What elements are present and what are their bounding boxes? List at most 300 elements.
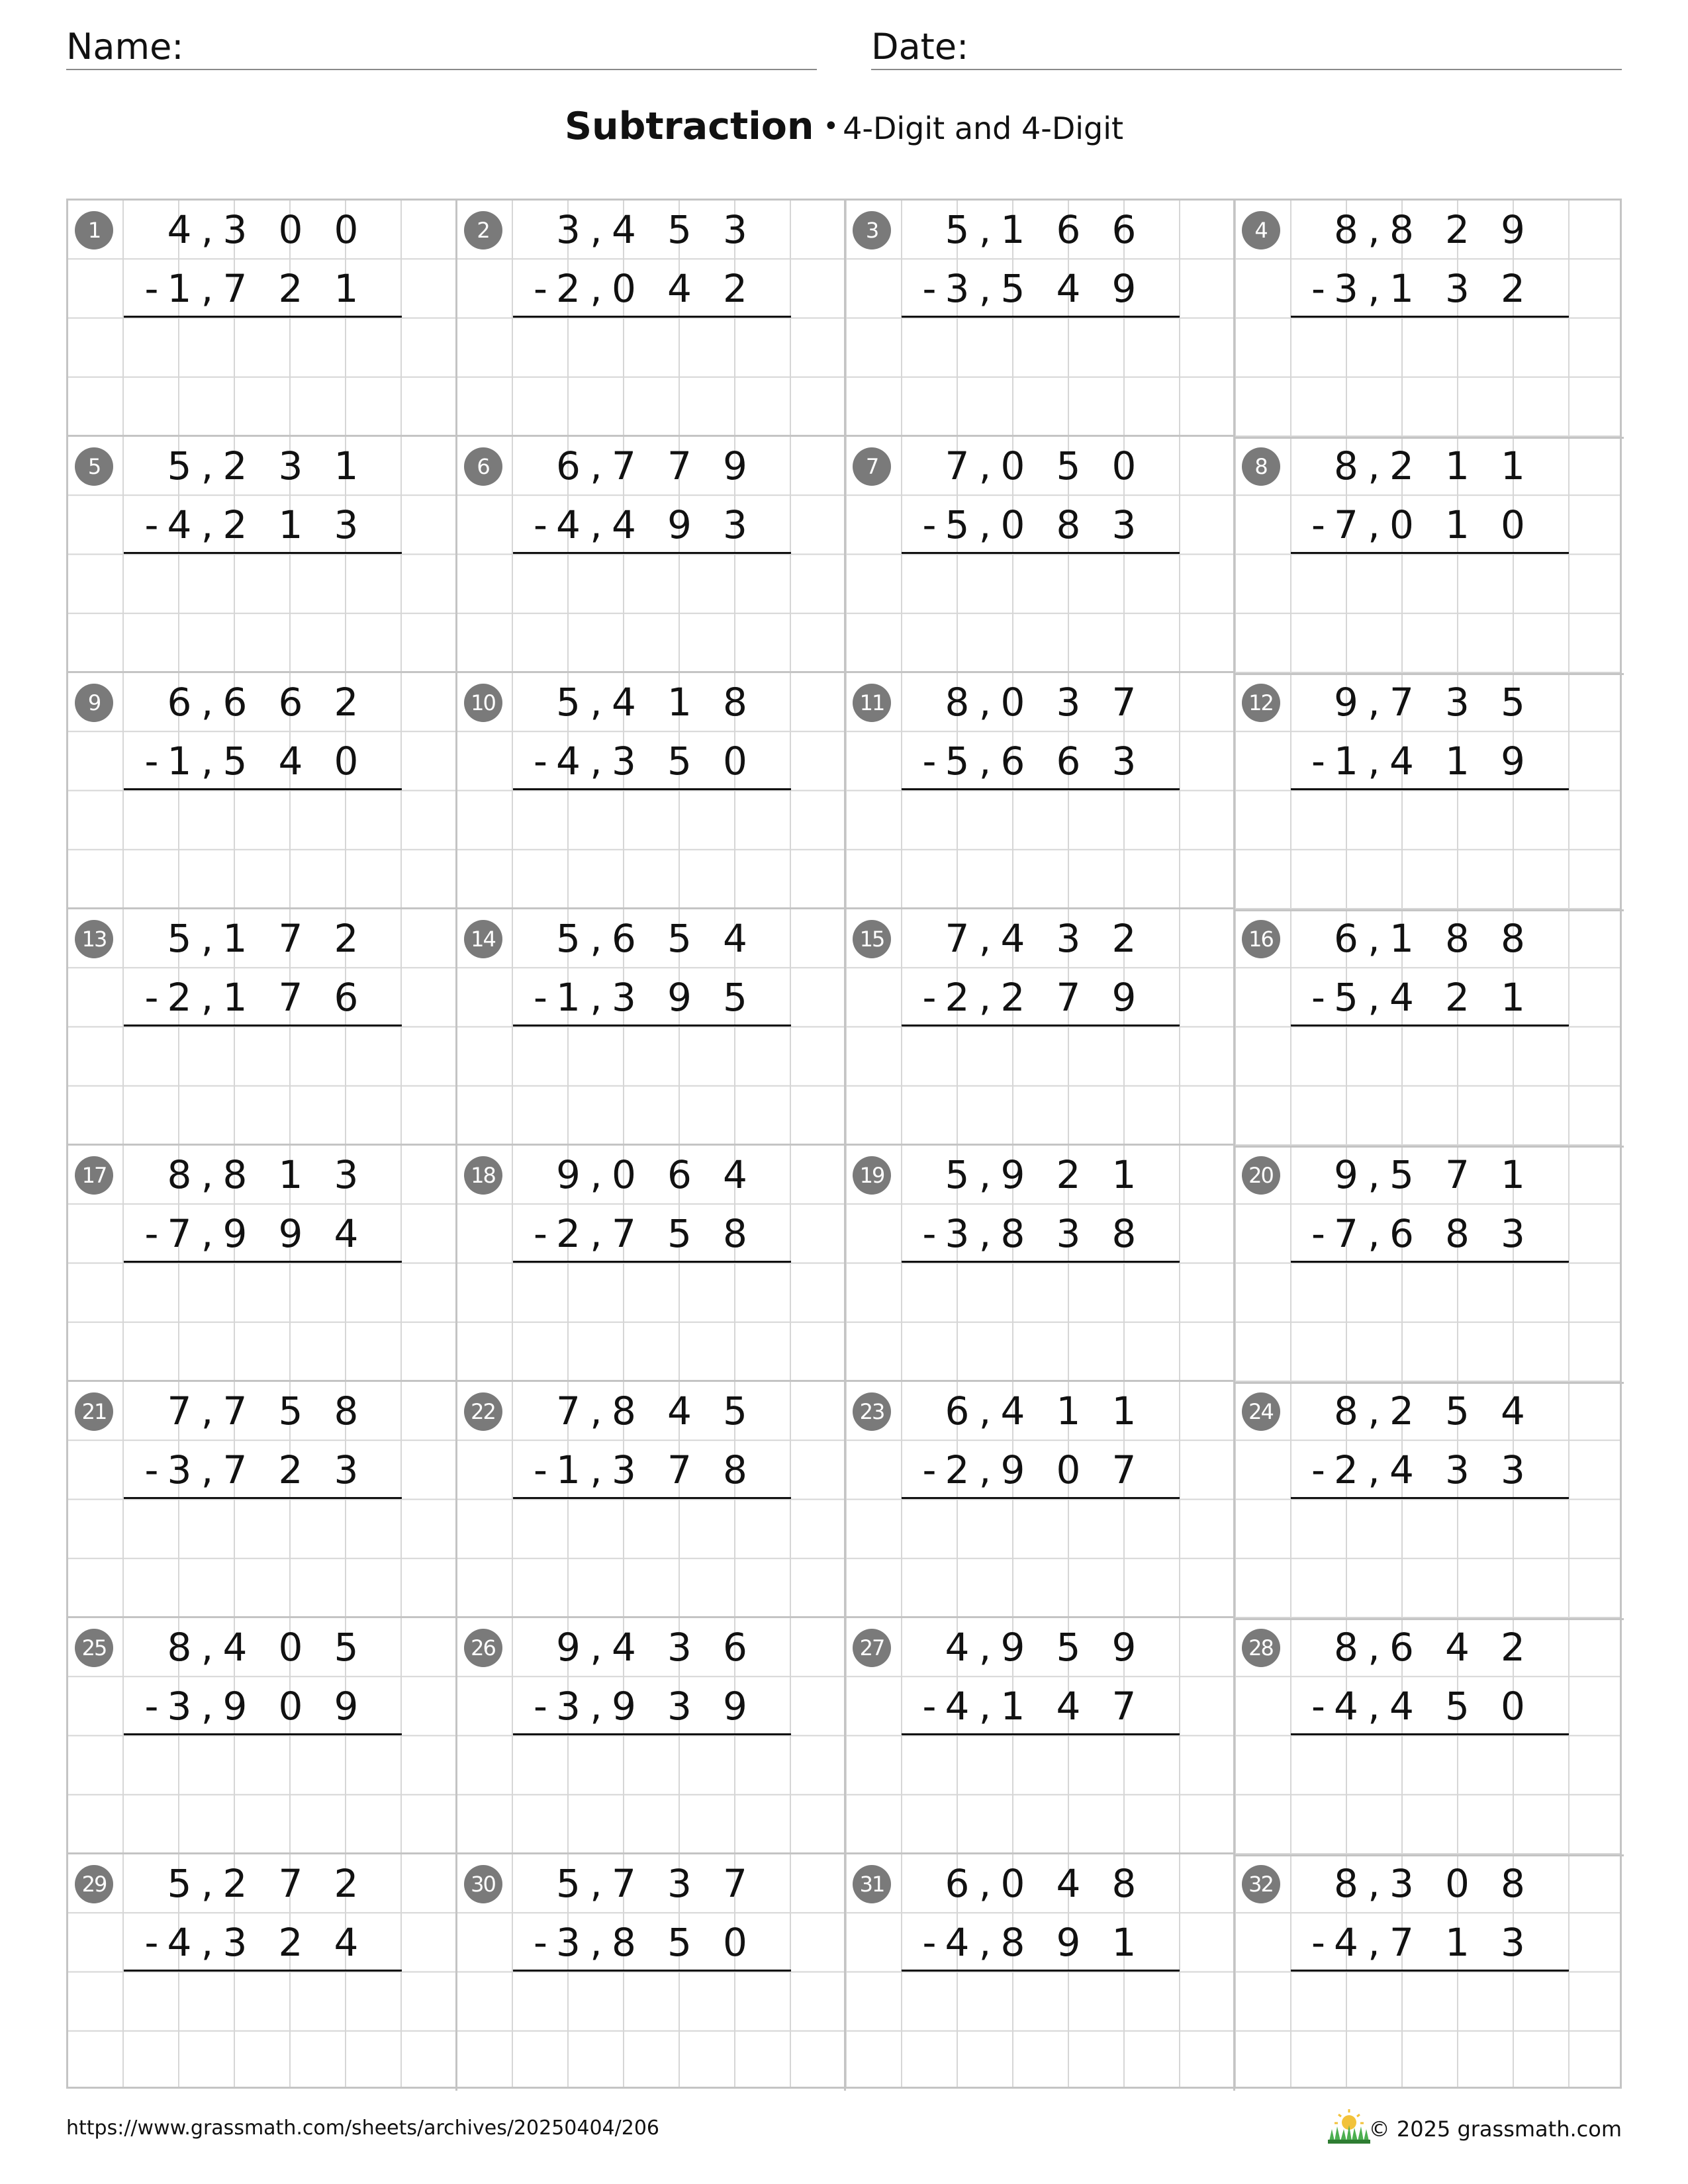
answer-rule <box>124 1970 402 1972</box>
digit: 7 <box>278 916 303 961</box>
date-field[interactable] <box>871 25 1622 70</box>
digit: 5 <box>723 1388 747 1433</box>
digit: 8 <box>612 1388 636 1433</box>
digit: 1 <box>556 975 581 1020</box>
answer-rule <box>513 1261 791 1263</box>
digit: 4 <box>1445 1625 1470 1670</box>
minus-sign: - <box>1311 1920 1325 1965</box>
digit: 4 <box>1389 975 1414 1020</box>
minus-sign: - <box>534 1211 547 1256</box>
digit: 0 <box>1501 502 1525 547</box>
digit: 2 <box>1389 443 1414 488</box>
digit: 9 <box>556 1152 581 1197</box>
minuend <box>124 201 402 259</box>
digit: 4 <box>1000 1388 1025 1433</box>
digit: 2 <box>222 1861 248 1906</box>
thousands-separator: , <box>1368 207 1380 252</box>
problem-number-badge: 18 <box>464 1156 502 1195</box>
digit: 0 <box>1389 502 1414 547</box>
digit: 8 <box>1000 1920 1025 1965</box>
digit: 0 <box>278 1625 303 1670</box>
answer-rule <box>513 316 791 318</box>
minuend <box>902 1854 1180 1913</box>
subtrahend <box>1291 1205 1569 1263</box>
digit: 2 <box>556 1211 581 1256</box>
thousands-separator: , <box>1368 1920 1380 1965</box>
digit: 7 <box>945 443 970 488</box>
digit: 1 <box>1501 443 1525 488</box>
name-field[interactable] <box>66 25 817 70</box>
digit: 2 <box>334 680 359 725</box>
digit: 8 <box>1000 1211 1025 1256</box>
digit: 2 <box>1445 975 1470 1020</box>
subtrahend <box>513 1913 791 1972</box>
thousands-separator: , <box>1368 1447 1380 1492</box>
thousands-separator: , <box>590 266 602 311</box>
minuend <box>1291 1146 1569 1205</box>
digit: 3 <box>334 502 359 547</box>
problem-number-badge: 11 <box>853 684 891 722</box>
digit: 2 <box>723 266 747 311</box>
minuend <box>902 1618 1180 1677</box>
digit: 4 <box>1389 739 1414 784</box>
digit: 1 <box>222 916 248 961</box>
digit: 1 <box>1000 207 1025 252</box>
digit: 4 <box>612 1625 636 1670</box>
digit: 2 <box>222 502 248 547</box>
digit: 3 <box>167 1684 192 1729</box>
date-label: Date: <box>871 26 969 68</box>
digit: 5 <box>1445 1684 1470 1729</box>
problem-10 <box>457 673 847 909</box>
problem-27 <box>846 1618 1235 1854</box>
digit: 2 <box>1111 916 1137 961</box>
digit: 8 <box>1056 502 1081 547</box>
problem-13 <box>68 909 457 1146</box>
problem-9 <box>68 673 457 909</box>
digit: 3 <box>1501 1920 1525 1965</box>
digit: 5 <box>556 680 581 725</box>
digit: 9 <box>334 1684 359 1729</box>
problem-number-badge: 21 <box>75 1392 113 1431</box>
answer-rule <box>124 1024 402 1026</box>
thousands-separator: , <box>201 975 214 1020</box>
digit: 5 <box>667 739 692 784</box>
digit: 6 <box>612 916 636 961</box>
digit: 1 <box>167 739 192 784</box>
digit: 0 <box>1445 1861 1470 1906</box>
digit: 1 <box>278 502 303 547</box>
digit: 8 <box>723 680 747 725</box>
problem-5 <box>68 437 457 673</box>
minuend <box>513 201 791 259</box>
thousands-separator: , <box>590 1447 602 1492</box>
minus-sign: - <box>534 1920 547 1965</box>
subtrahend <box>902 1913 1180 1972</box>
minus-sign: - <box>922 1684 937 1729</box>
problem-number-badge: 7 <box>853 447 891 486</box>
digit: 2 <box>945 1447 970 1492</box>
problem-31 <box>846 1854 1235 2091</box>
digit: 6 <box>723 1625 747 1670</box>
digit: 5 <box>1389 1152 1414 1197</box>
problem-number-badge: 29 <box>75 1865 113 1903</box>
digit: 7 <box>612 1861 636 1906</box>
answer-rule <box>1291 1024 1569 1026</box>
digit: 4 <box>1389 1684 1414 1729</box>
problem-12 <box>1235 673 1624 911</box>
subtrahend <box>1291 1441 1569 1500</box>
minuend <box>513 673 791 732</box>
digit: 9 <box>1056 1920 1081 1965</box>
digit: 4 <box>945 1920 970 1965</box>
minus-sign: - <box>922 1920 937 1965</box>
thousands-separator: , <box>978 1684 992 1729</box>
digit: 4 <box>612 207 636 252</box>
thousands-separator: , <box>590 1861 602 1906</box>
digit: 6 <box>945 1861 970 1906</box>
problem-number-badge: 23 <box>853 1392 891 1431</box>
problem-number-badge: 10 <box>464 684 502 722</box>
digit: 9 <box>723 443 747 488</box>
problem-18 <box>457 1146 847 1382</box>
digit: 2 <box>556 266 581 311</box>
problem-32 <box>1235 1854 1624 2091</box>
digit: 6 <box>945 1388 970 1433</box>
digit: 1 <box>1334 739 1358 784</box>
digit: 3 <box>667 1861 692 1906</box>
thousands-separator: , <box>201 739 214 784</box>
digit: 1 <box>334 443 359 488</box>
digit: 5 <box>667 1920 692 1965</box>
digit: 9 <box>1334 1152 1358 1197</box>
digit: 7 <box>612 1211 636 1256</box>
minus-sign: - <box>922 975 937 1020</box>
digit: 3 <box>723 502 747 547</box>
thousands-separator: , <box>1368 1684 1380 1729</box>
digit: 3 <box>556 1920 581 1965</box>
title-main: Subtraction <box>564 105 814 148</box>
digit: 9 <box>1111 975 1137 1020</box>
problem-number-badge: 3 <box>853 211 891 250</box>
digit: 0 <box>334 739 359 784</box>
thousands-separator: , <box>590 1684 602 1729</box>
digit: 8 <box>612 1920 636 1965</box>
minuend <box>1291 909 1569 968</box>
digit: 1 <box>1445 1920 1470 1965</box>
digit: 3 <box>334 1447 359 1492</box>
subtrahend <box>902 259 1180 318</box>
problem-6 <box>457 437 847 673</box>
answer-rule <box>902 316 1180 318</box>
digit: 4 <box>278 739 303 784</box>
thousands-separator: , <box>590 680 602 725</box>
answer-rule <box>902 788 1180 790</box>
subtrahend <box>124 968 402 1027</box>
digit: 4 <box>612 502 636 547</box>
digit: 3 <box>278 443 303 488</box>
minus-sign: - <box>144 266 159 311</box>
thousands-separator: , <box>1368 739 1380 784</box>
minuend <box>124 673 402 732</box>
subtrahend <box>124 732 402 791</box>
digit: 0 <box>1000 1861 1025 1906</box>
problem-number-badge: 13 <box>75 920 113 958</box>
problem-number-badge: 9 <box>75 684 113 722</box>
answer-rule <box>1291 316 1569 318</box>
digit: 8 <box>1445 916 1470 961</box>
minuend <box>513 1146 791 1205</box>
digit: 7 <box>222 266 248 311</box>
digit: 4 <box>222 1625 248 1670</box>
digit: 3 <box>667 1684 692 1729</box>
digit: 8 <box>723 1211 747 1256</box>
digit: 5 <box>167 916 192 961</box>
answer-rule <box>124 552 402 554</box>
digit: 4 <box>723 916 747 961</box>
digit: 7 <box>278 1861 303 1906</box>
subtrahend <box>513 1677 791 1736</box>
name-label: Name: <box>66 26 184 68</box>
minus-sign: - <box>922 502 937 547</box>
thousands-separator: , <box>590 975 602 1020</box>
minuend <box>513 437 791 496</box>
digit: 5 <box>945 1152 970 1197</box>
problem-number-badge: 16 <box>1242 920 1280 958</box>
digit: 8 <box>1334 443 1358 488</box>
digit: 7 <box>167 1211 192 1256</box>
problem-number-badge: 2 <box>464 211 502 250</box>
problem-14 <box>457 909 847 1146</box>
answer-rule <box>124 1733 402 1735</box>
answer-rule <box>902 1261 1180 1263</box>
minus-sign: - <box>1311 1447 1325 1492</box>
digit: 9 <box>667 502 692 547</box>
thousands-separator: , <box>978 975 992 1020</box>
minuend <box>124 1854 402 1913</box>
digit: 6 <box>1334 916 1358 961</box>
digit: 9 <box>278 1211 303 1256</box>
digit: 0 <box>334 207 359 252</box>
digit: 4 <box>167 502 192 547</box>
subtrahend <box>1291 496 1569 555</box>
digit: 7 <box>222 1388 248 1433</box>
subtrahend <box>902 732 1180 791</box>
digit: 5 <box>278 1388 303 1433</box>
digit: 5 <box>945 502 970 547</box>
thousands-separator: , <box>201 1152 214 1197</box>
minus-sign: - <box>1311 1211 1325 1256</box>
problem-number-badge: 32 <box>1242 1865 1280 1903</box>
digit: 1 <box>1111 1920 1137 1965</box>
digit: 4 <box>1056 266 1081 311</box>
worksheet-title <box>0 105 1688 148</box>
digit: 1 <box>1111 1152 1137 1197</box>
thousands-separator: , <box>1368 1211 1380 1256</box>
digit: 8 <box>1501 916 1525 961</box>
minuend <box>1291 673 1569 732</box>
problem-number-badge: 12 <box>1242 684 1280 722</box>
minus-sign: - <box>534 975 547 1020</box>
digit: 5 <box>222 739 248 784</box>
answer-rule <box>513 1497 791 1499</box>
digit: 1 <box>1445 739 1470 784</box>
digit: 9 <box>1501 207 1525 252</box>
subtrahend <box>124 1441 402 1500</box>
digit: 5 <box>1056 1625 1081 1670</box>
digit: 3 <box>723 207 747 252</box>
problem-number-badge: 15 <box>853 920 891 958</box>
minuend <box>124 1146 402 1205</box>
digit: 1 <box>556 1447 581 1492</box>
thousands-separator: , <box>978 680 992 725</box>
minuend <box>902 909 1180 968</box>
digit: 8 <box>1111 1861 1137 1906</box>
digit: 3 <box>222 207 248 252</box>
digit: 7 <box>612 443 636 488</box>
answer-rule <box>513 552 791 554</box>
subtrahend <box>902 968 1180 1027</box>
answer-rule <box>513 1024 791 1026</box>
digit: 6 <box>1389 1625 1414 1670</box>
digit: 4 <box>1056 1861 1081 1906</box>
thousands-separator: , <box>978 1625 992 1670</box>
problem-number-badge: 22 <box>464 1392 502 1431</box>
subtrahend <box>513 1441 791 1500</box>
digit: 6 <box>1000 739 1025 784</box>
thousands-separator: , <box>1368 680 1380 725</box>
footer-copyright: © 2025 grassmath.com <box>1368 2116 1622 2142</box>
minus-sign: - <box>144 1920 159 1965</box>
digit: 5 <box>723 975 747 1020</box>
digit: 6 <box>222 680 248 725</box>
thousands-separator: , <box>201 266 214 311</box>
digit: 5 <box>667 916 692 961</box>
subtrahend <box>1291 1913 1569 1972</box>
digit: 3 <box>612 1447 636 1492</box>
title-separator: • <box>823 111 839 142</box>
minus-sign: - <box>922 1447 937 1492</box>
problem-19 <box>846 1146 1235 1382</box>
digit: 7 <box>167 1388 192 1433</box>
digit: 0 <box>723 1920 747 1965</box>
digit: 9 <box>1111 1625 1137 1670</box>
answer-rule <box>124 316 402 318</box>
digit: 8 <box>167 1152 192 1197</box>
digit: 4 <box>1389 1447 1414 1492</box>
thousands-separator: , <box>978 1211 992 1256</box>
digit: 2 <box>334 1861 359 1906</box>
digit: 3 <box>1501 1211 1525 1256</box>
digit: 5 <box>945 739 970 784</box>
digit: 4 <box>945 1684 970 1729</box>
digit: 2 <box>334 916 359 961</box>
digit: 7 <box>1056 975 1081 1020</box>
thousands-separator: , <box>978 502 992 547</box>
digit: 3 <box>1111 502 1137 547</box>
problem-number-badge: 19 <box>853 1156 891 1195</box>
thousands-separator: , <box>1368 1861 1380 1906</box>
digit: 0 <box>1056 1447 1081 1492</box>
digit: 3 <box>1056 1211 1081 1256</box>
minus-sign: - <box>1311 502 1325 547</box>
digit: 1 <box>1501 1152 1525 1197</box>
digit: 3 <box>612 975 636 1020</box>
minuend <box>513 1618 791 1677</box>
subtrahend <box>124 496 402 555</box>
subtrahend <box>124 1913 402 1972</box>
thousands-separator: , <box>978 1152 992 1197</box>
digit: 0 <box>1000 443 1025 488</box>
digit: 2 <box>945 975 970 1020</box>
minuend <box>1291 1618 1569 1677</box>
digit: 3 <box>1501 1447 1525 1492</box>
digit: 3 <box>612 739 636 784</box>
digit: 9 <box>1111 266 1137 311</box>
digit: 5 <box>667 1211 692 1256</box>
thousands-separator: , <box>590 1388 602 1433</box>
minus-sign: - <box>534 502 547 547</box>
thousands-separator: , <box>201 1920 214 1965</box>
subtrahend <box>513 732 791 791</box>
digit: 9 <box>667 975 692 1020</box>
minus-sign: - <box>144 1684 159 1729</box>
problem-2 <box>457 201 847 437</box>
digit: 1 <box>278 1152 303 1197</box>
answer-rule <box>124 788 402 790</box>
digit: 1 <box>1501 975 1525 1020</box>
minus-sign: - <box>922 1211 937 1256</box>
problem-17 <box>68 1146 457 1382</box>
digit: 2 <box>222 443 248 488</box>
problem-4 <box>1235 201 1624 439</box>
digit: 2 <box>1445 207 1470 252</box>
digit: 8 <box>222 1152 248 1197</box>
digit: 6 <box>167 680 192 725</box>
digit: 6 <box>667 1152 692 1197</box>
problem-number-badge: 14 <box>464 920 502 958</box>
digit: 7 <box>1389 680 1414 725</box>
digit: 7 <box>667 1447 692 1492</box>
digit: 3 <box>167 1447 192 1492</box>
digit: 8 <box>1334 1861 1358 1906</box>
digit: 7 <box>278 975 303 1020</box>
digit: 3 <box>334 1152 359 1197</box>
digit: 3 <box>1056 680 1081 725</box>
digit: 1 <box>1056 1388 1081 1433</box>
thousands-separator: , <box>978 266 992 311</box>
minus-sign: - <box>534 739 547 784</box>
answer-rule <box>124 1261 402 1263</box>
digit: 3 <box>1445 680 1470 725</box>
digit: 8 <box>1334 1388 1358 1433</box>
thousands-separator: , <box>978 1447 992 1492</box>
digit: 2 <box>1501 266 1525 311</box>
answer-rule <box>902 552 1180 554</box>
digit: 1 <box>222 975 248 1020</box>
digit: 7 <box>1389 1920 1414 1965</box>
answer-rule <box>902 1970 1180 1972</box>
thousands-separator: , <box>201 680 214 725</box>
thousands-separator: , <box>1368 1152 1380 1197</box>
minus-sign: - <box>534 1684 547 1729</box>
problem-22 <box>457 1382 847 1618</box>
thousands-separator: , <box>978 207 992 252</box>
digit: 5 <box>167 1861 192 1906</box>
minuend <box>513 909 791 968</box>
digit: 0 <box>1000 680 1025 725</box>
thousands-separator: , <box>590 1211 602 1256</box>
